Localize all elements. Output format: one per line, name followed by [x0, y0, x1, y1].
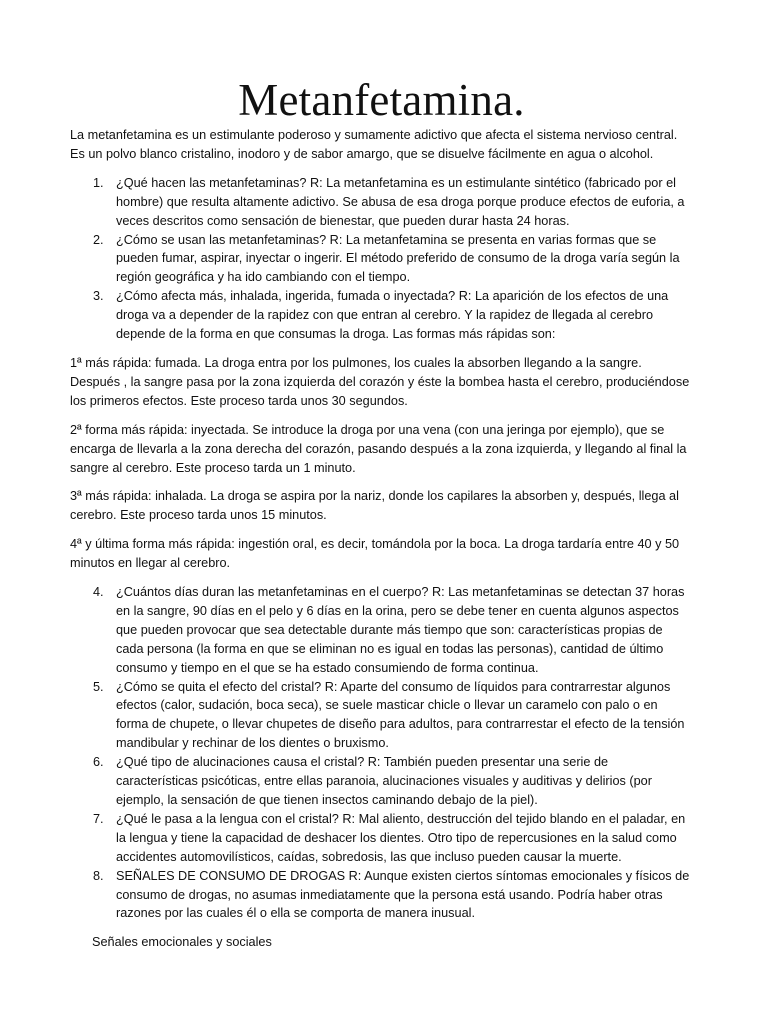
list-item	[70, 810, 693, 867]
list-item-number: 1.	[93, 175, 104, 190]
question-list-1	[70, 174, 693, 344]
list-item-number: 8.	[93, 868, 104, 883]
route-paragraph-smoked: 1ª más rápida: fumada. La droga entra por los pulmones, los cuales la absorben llegando a la sangre. Después , la sangre pasa por la zona izquierda del corazón y éste la bombea hasta el cerebro, produciéndose los primeros efectos. Este proceso tarda unos 30 segundos.	[70, 355, 690, 408]
list-item-text: ¿Cuántos días duran las metanfetaminas en el cuerpo? R: Las metanfetaminas se detectan 37 horas en la sangre, 90 días en el pelo y 6 días en la orina, pero se debe tener en cuenta algunos aspectos que pueden provocar que sea detectable durante más tiempo que son: características propias de cada persona (la forma en que se eliminan no es igual en todas las personas), cantidad de último consumo y tiempo en el que se ha estado consumiendo de forma continua.	[116, 585, 685, 675]
list-item	[70, 678, 693, 754]
list-item-number: 7.	[93, 811, 104, 826]
list-item-text: SEÑALES DE CONSUMO DE DROGAS R: Aunque existen ciertos síntomas emocionales y físicos de consumo de drogas, no asumas inmediatamente que la persona está usando. Podría haber otras razones por las cuales él o ella se comporta de manera inusual.	[116, 868, 690, 921]
list-item	[70, 174, 693, 231]
intro-paragraph: La metanfetamina es un estimulante poderoso y sumamente adictivo que afecta el sistema nervioso central. Es un polvo blanco cristalino, inodoro y de sabor amargo, que se disuelve fácilmente en agua o alcohol.	[70, 128, 678, 161]
document-title: Metanfetamina.	[238, 75, 525, 125]
list-item-text: ¿Cómo se usan las metanfetaminas? R: La metanfetamina se presenta en varias formas que se pueden fumar, aspirar, inyectar o ingerir. El método preferido de consumo de la droga varía según la región geográfica y ha ido cambiando con el tiempo.	[116, 232, 680, 285]
list-item-text: ¿Qué tipo de alucinaciones causa el cristal? R: También pueden presentar una serie de características psicóticas, entre ellas paranoia, alucinaciones visuales y auditivas y delirios (por ejemplo, la sensación de que tienen insectos caminando debajo de la piel).	[116, 755, 652, 807]
list-item-number: 5.	[93, 679, 104, 694]
section-heading-emotional-signs: Señales emocionales y sociales	[92, 935, 272, 950]
list-item	[70, 287, 693, 344]
list-item-text: ¿Qué hacen las metanfetaminas? R: La metanfetamina es un estimulante sintético (fabricado por el hombre) que resulta altamente adictivo. Se abusa de esa droga porque produce efectos de euforia, a veces descritos como sensación de bienestar, que pueden durar hasta 24 horas.	[116, 175, 685, 228]
question-list-2	[70, 583, 693, 923]
list-item-text: ¿Qué le pasa a la lengua con el cristal? R: Mal aliento, destrucción del tejido blando en el paladar, en la lengua y tiene la capacidad de deshacer los dientes. Otro tipo de repercusiones en la salud como accidentes automovilísticos, caídas, sobredosis, las que incluso pueden causar la muerte.	[116, 811, 686, 864]
list-item-text: ¿Cómo se quita el efecto del cristal? R: Aparte del consumo de líquidos para contrarrestar algunos efectos (calor, sudación, boca seca), se suele masticar chicle o llevar un caramelo con palo o en forma de chupete, o llevar chupetes de diseño para adultos, para contrarrestar el efecto de la tensión mandibular y rechinar de los dientes o bruxismo.	[116, 679, 685, 751]
list-item-text: ¿Cómo afecta más, inhalada, ingerida, fumada o inyectada? R: La aparición de los efectos de una droga va a depender de la rapidez con que entran al cerebro. Y la rapidez de llegada al cerebro depende de la forma en que consumas la droga. Las formas más rápidas son:	[116, 289, 669, 342]
route-paragraph-inhaled: 3ª más rápida: inhalada. La droga se aspira por la nariz, donde los capilares la absorben y, después, llega al cerebro. Este proceso tarda unos 15 minutos.	[70, 489, 679, 523]
list-item-number: 4.	[93, 585, 104, 600]
list-item-number: 6.	[93, 755, 104, 770]
list-item	[70, 231, 693, 288]
list-item-number: 3.	[93, 289, 104, 304]
route-paragraph-oral: 4ª y última forma más rápida: ingestión oral, es decir, tomándola por la boca. La droga tardaría entre 40 y 50 minutos en llegar al cerebro.	[70, 537, 680, 571]
list-item	[70, 583, 693, 678]
route-paragraph-injected: 2ª forma más rápida: inyectada. Se introduce la droga por una vena (con una jeringa por ejemplo), que se encarga de llevarla a la zona derecha del corazón, pasando después a la zona izquierda, y llegando al final la sangre al cerebro. Este proceso tarda un 1 minuto.	[70, 422, 687, 475]
list-item	[70, 753, 693, 810]
list-item-number: 2.	[93, 232, 104, 247]
list-item	[70, 867, 693, 924]
